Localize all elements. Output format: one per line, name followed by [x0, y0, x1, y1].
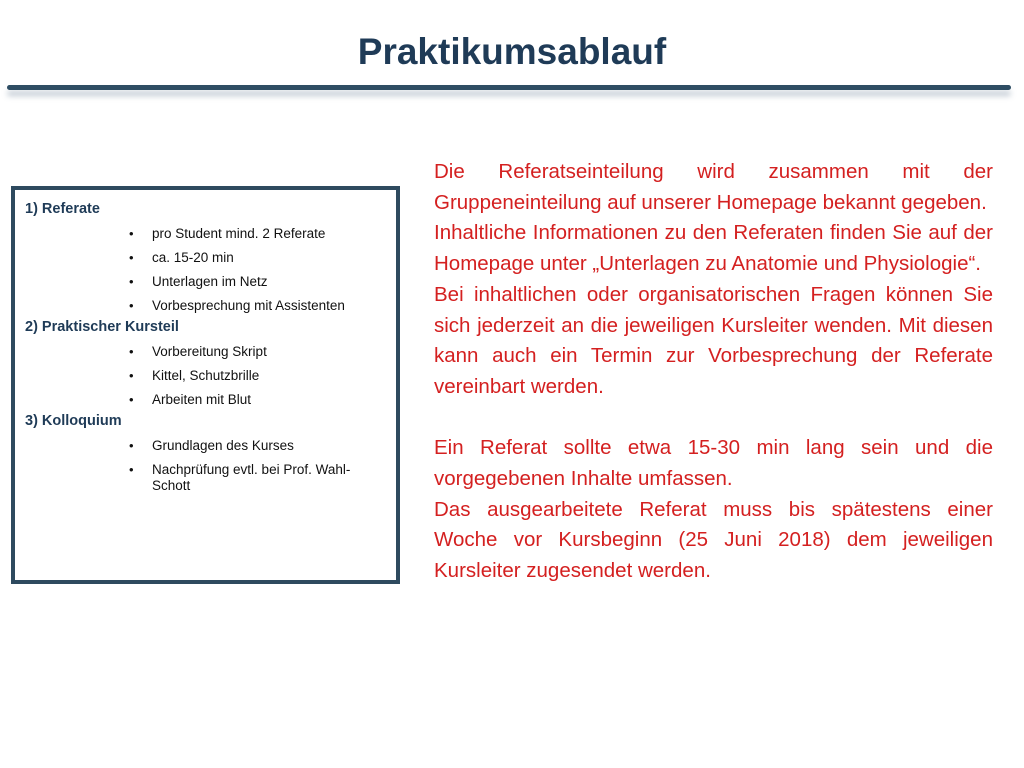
bullet-icon: • [129, 392, 134, 407]
bullet-icon: • [129, 462, 134, 477]
section-heading-referate: 1) Referate [25, 201, 100, 217]
list-item: • Arbeiten mit Blut [129, 392, 252, 407]
list-item: • Vorbesprechung mit Assistenten [129, 298, 345, 313]
kursteil-list [15, 344, 396, 408]
section-heading-kursteil: 2) Praktischer Kursteil [25, 319, 179, 335]
list-item: • pro Student mind. 2 Referate [129, 226, 326, 241]
list-item: • Nachprüfung evtl. bei Prof. Wahl-Schott [129, 462, 351, 493]
bullet-icon: • [129, 368, 134, 383]
paragraph-referatseinteilung: Die Referatseinteilung wird zusammen mit der Gruppeneinteilung auf unserer Homepage bekannt gegeben. [434, 160, 993, 214]
list-item: • Unterlagen im Netz [129, 274, 268, 289]
course-outline-box [11, 186, 400, 584]
bullet-icon: • [129, 298, 134, 313]
bullet-icon: • [129, 438, 134, 453]
page-title: Praktikumsablauf [357, 31, 667, 72]
list-item: • Kittel, Schutzbrille [129, 368, 260, 383]
bullet-icon: • [129, 274, 134, 289]
section-heading-kolloquium: 3) Kolloquium [25, 413, 122, 429]
paragraph-inhaltliche-informationen: Inhaltliche Informationen zu den Referaten finden Sie auf der Homepage unter „Unterlagen zu Anatomie und Physiologie“. [434, 221, 993, 276]
bullet-icon: • [129, 250, 134, 265]
bullet-icon: • [129, 344, 134, 359]
referate-list [15, 226, 396, 314]
paragraph-abgabe: Das ausgearbeitete Referat muss bis spätestens einer Woche vor Kursbeginn (25 Juni 2018) dem jeweiligen Kursleiter zugesendet werden. [434, 497, 993, 583]
information-text [434, 157, 993, 587]
list-item: • ca. 15-20 min [129, 250, 234, 265]
bullet-icon: • [129, 226, 134, 241]
kolloquium-list [15, 438, 396, 494]
paragraph-spacer [434, 403, 993, 434]
paragraph-fragen: Bei inhaltlichen oder organisatorischen Fragen können Sie sich jederzeit an die jeweiligen Kursleiter wenden. Mit diesen kann auch ein Termin zur Vorbesprechung der Referate vereinbart werden. [434, 282, 993, 398]
list-item: • Vorbereitung Skript [129, 344, 267, 359]
paragraph-referat-dauer: Ein Referat sollte etwa 15-30 min lang sein und die vorgegebenen Inhalte umfassen. [434, 436, 993, 491]
list-item: • Grundlagen des Kurses [129, 438, 294, 453]
title-underline [7, 85, 1011, 90]
